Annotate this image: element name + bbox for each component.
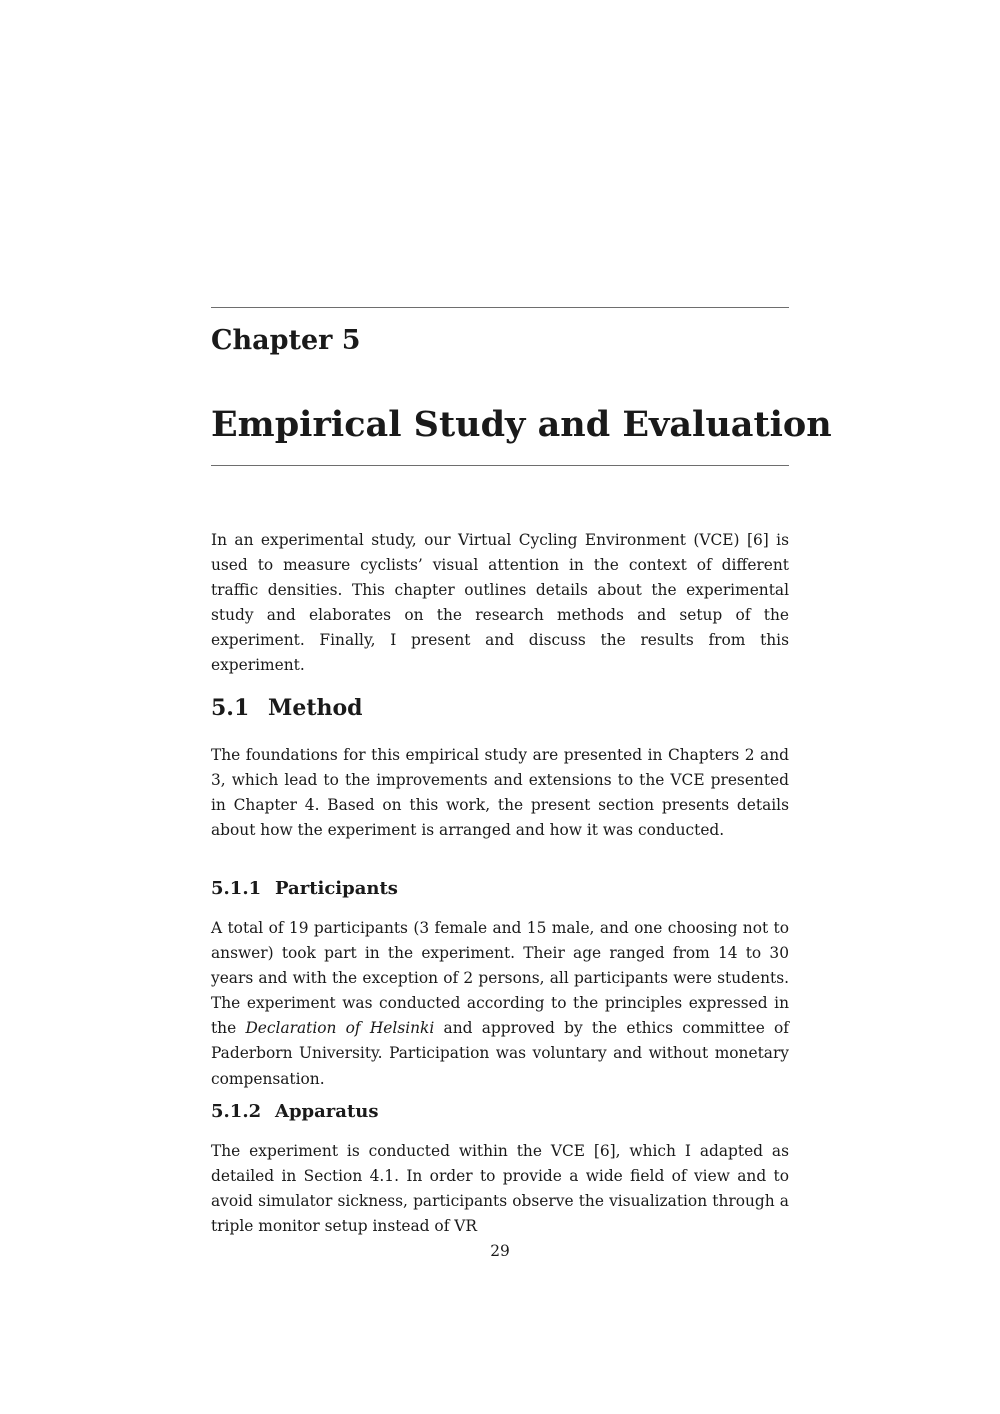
section-number: 5.1 [211, 695, 250, 721]
declaration-emphasis: Declaration of Helsinki [245, 1019, 435, 1038]
section-method-heading [211, 693, 789, 723]
apparatus-paragraph: The experiment is conducted within the VCE [6], which I adapted as detailed in Section 4.1. In order to provide a wide field of view and to avoid simulator sickness, participants observe the visualization through a triple monitor setup instead of VR [211, 1142, 789, 1236]
participants-text-part1: A total of 19 participants (3 female and 15 male, and one choosing not to answer) took part in the experiment. Their age ranged from 14 to 30 years and with the exception of 2 persons, all participants were students. The experiment was conducted according to the principles expressed in the [211, 919, 789, 1038]
chapter-title: Empirical Study and Evaluation [211, 404, 832, 445]
participants-text-part2: and approved by the ethics committee of Paderborn University. Participation was voluntary and without monetary compensation. [211, 1019, 789, 1088]
subsection-participants-heading [211, 876, 789, 902]
subsection-title: Participants [275, 878, 398, 899]
method-paragraph: The foundations for this empirical study are presented in Chapters 2 and 3, which lead to the improvements and extensions to the VCE presented in Chapter 4. Based on this work, the present section presents details about how the experiment is arranged and how it was conducted. [211, 746, 789, 840]
subsection-number: 5.1.1 [211, 878, 262, 899]
subsection-apparatus-body [211, 1139, 789, 1239]
page-number: 29 [490, 1242, 510, 1260]
subsection-participants-body [211, 916, 789, 1092]
subsection-number: 5.1.2 [211, 1101, 262, 1122]
section-title: Method [268, 695, 363, 721]
chapter-intro [211, 528, 789, 679]
subsection-title: Apparatus [275, 1101, 379, 1122]
subsection-apparatus-heading [211, 1099, 789, 1125]
chapter-label: Chapter 5 [211, 325, 361, 356]
chapter-bottom-rule [211, 465, 789, 466]
intro-paragraph: In an experimental study, our Virtual Cycling Environment (VCE) [6] is used to measure cyclists’ visual attention in the context of different traffic densities. This chapter outlines details about the experimental study and elaborates on the research methods and setup of the experiment. Finally, I present and discuss the results from this experiment. [211, 531, 789, 675]
participants-paragraph [211, 916, 789, 1092]
chapter-top-rule [211, 307, 789, 308]
section-method-body [211, 743, 789, 843]
